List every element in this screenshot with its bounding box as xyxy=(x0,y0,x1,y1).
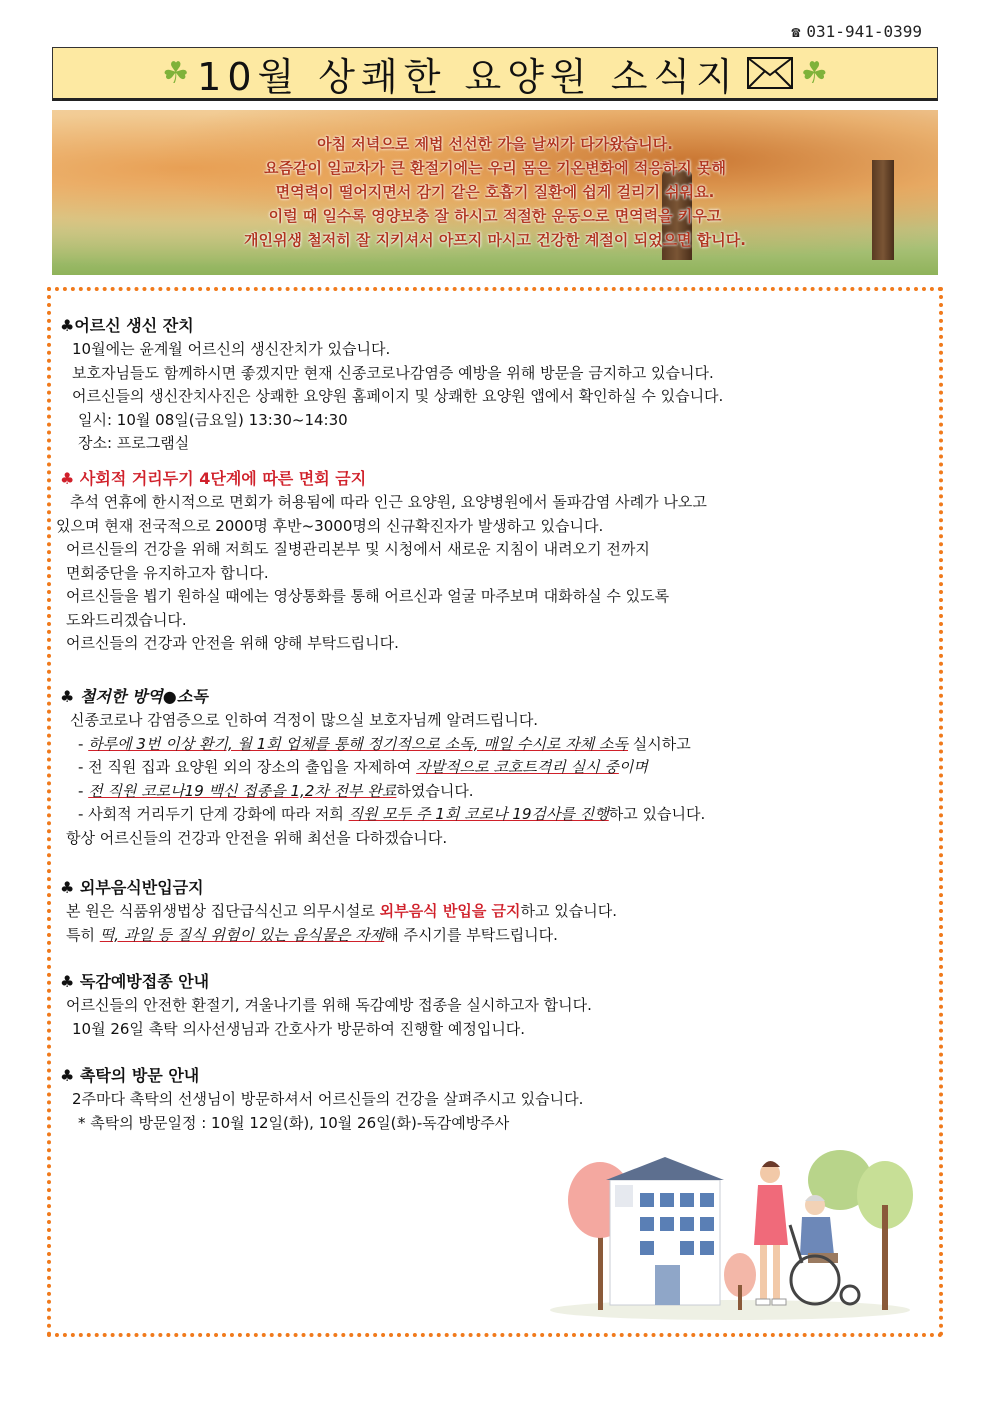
section-quarantine xyxy=(60,685,935,850)
paragraph-line: 어르신들을 뵙기 원하실 때에는 영상통화를 통해 어르신과 얼굴 마주보며 대화하실 수 있도록 xyxy=(66,587,670,605)
paragraph-line: 항상 어르신들의 건강과 안전을 위해 최선을 다하겠습니다. xyxy=(66,828,448,847)
banner-text xyxy=(52,132,938,252)
bullet-dash: - xyxy=(78,781,89,800)
care-home-illustration xyxy=(540,1145,915,1320)
title-bar xyxy=(52,47,938,101)
paragraph-line: 어르신들의 건강을 위해 저희도 질병관리본부 및 시청에서 새로운 지침이 내려오기 전까지 xyxy=(66,540,650,558)
phone-text: 031-941-0399 xyxy=(806,22,922,41)
phone-number xyxy=(791,22,922,41)
page-title: 10월 상쾌한 요양원 소식지 xyxy=(197,54,739,99)
paragraph-line: 도와드리겠습니다. xyxy=(66,610,187,629)
bullet-text: - 사회적 거리두기 단계 강화에 따라 저희 xyxy=(78,805,349,823)
section-flu xyxy=(60,970,935,1041)
bullet-line xyxy=(60,803,935,827)
banner-line: 면역력이 떨어지면서 감기 같은 호흡기 질환에 쉽게 걸리기 쉬워요. xyxy=(275,183,715,201)
section-heading: ♣어르신 생신 잔치 xyxy=(60,316,194,335)
paragraph-line: 추석 연휴에 한시적으로 면회가 허용됨에 따라 인근 요양원, 요양병원에서 돌파감염 사례가 나오고 xyxy=(70,493,707,511)
clover-icon: ☘ xyxy=(800,55,828,91)
paragraph-line: 면회중단을 유지하고자 합니다. xyxy=(66,563,269,582)
bullet-text: 실시하고 xyxy=(628,734,691,753)
paragraph-line: 신종코로나 감염증으로 인하여 걱정이 많으실 보호자님께 알려드립니다. xyxy=(70,711,539,729)
text-span: 특히 xyxy=(66,925,100,944)
paragraph-line xyxy=(60,900,935,924)
highlight-text: 외부음식 반입을 금지 xyxy=(379,902,521,920)
clover-icon: ☘ xyxy=(162,55,190,91)
bullet-text: - 전 직원 집과 요양원 외의 장소의 출입을 자제하여 xyxy=(78,758,417,776)
bullet-dash: - xyxy=(78,734,89,753)
paragraph-line: 어르신들의 생신잔치사진은 상쾌한 요양원 홈페이지 및 상쾌한 요양원 앱에서 확인하실 수 있습니다. xyxy=(72,387,724,405)
paragraph-line: 2주마다 촉탁의 선생님이 방문하셔서 어르신들의 건강을 살펴주시고 있습니다. xyxy=(72,1090,584,1108)
banner-line: 개인위생 철저히 잘 지키셔서 아프지 마시고 건강한 계절이 되었으면 합니다. xyxy=(244,231,746,249)
paragraph-line: 있으며 현재 전국적으로 2000명 후반~3000명의 신규확진자가 발생하고 있습니다. xyxy=(56,516,604,535)
event-place: 장소: 프로그램실 xyxy=(78,434,190,452)
section-birthday xyxy=(60,314,935,456)
autumn-banner xyxy=(52,110,938,275)
section-distancing xyxy=(56,467,935,656)
underlined-text: 전 직원 코로나19 백신 접종을 1,2차 전부 완료 xyxy=(88,781,397,800)
paragraph-line: * 촉탁의 방문일정 : 10월 12일(화), 10월 26일(화)-독감예방주사 xyxy=(78,1113,510,1132)
section-food xyxy=(60,876,935,947)
bullet-line xyxy=(60,780,935,804)
section-heading: ♣ 철저한 방역●소독 xyxy=(60,687,208,706)
paragraph-line: 보호자님들도 함께하시면 좋겠지만 현재 신종코로나감염증 예방을 위해 방문을 금지하고 있습니다. xyxy=(72,363,714,382)
underlined-text: 떡, 과일 등 질식 위험이 있는 음식물은 자제 xyxy=(99,925,385,944)
event-time: 일시: 10월 08일(금요일) 13:30~14:30 xyxy=(78,410,348,429)
paragraph-line: 10월 26일 촉탁 의사선생님과 간호사가 방문하여 진행할 예정입니다. xyxy=(72,1019,526,1038)
banner-line: 요즘같이 일교차가 큰 환절기에는 우리 몸은 기온변화에 적응하지 못해 xyxy=(264,159,726,177)
section-doctor xyxy=(60,1064,935,1135)
underlined-text: 직원 모두 주 1회 코로나 19검사를 진행 xyxy=(348,805,609,823)
paragraph-line: 어르신들의 건강과 안전을 위해 양해 부탁드립니다. xyxy=(66,634,399,652)
envelope-icon xyxy=(747,57,793,89)
bullet-line xyxy=(60,756,935,780)
section-heading: ♣ 독감예방접종 안내 xyxy=(60,972,210,991)
text-span: 본 원은 식품위생법상 집단급식신고 의무시설로 xyxy=(66,902,380,920)
section-heading: ♣ 외부음식반입금지 xyxy=(60,878,204,897)
section-heading: ♣ 사회적 거리두기 4단계에 따른 면회 금지 xyxy=(60,469,367,488)
section-heading: ♣ 촉탁의 방문 안내 xyxy=(60,1066,200,1085)
underlined-text: 자발적으로 코호트격리 실시 중 xyxy=(416,758,619,776)
text-span: 해 주시기를 부탁드립니다. xyxy=(384,925,558,944)
banner-line: 아침 저녁으로 제법 선선한 가을 날씨가 다가왔습니다. xyxy=(317,135,673,153)
telephone-icon: ☎ xyxy=(791,23,801,41)
banner-line: 이럴 때 일수록 영양보충 잘 하시고 적절한 운동으로 면역력을 키우고 xyxy=(268,207,722,225)
underlined-text: 하루에 3번 이상 환기, 월 1회 업체를 통해 정기적으로 소독, 매일 수시로 자체 소독 xyxy=(88,734,628,753)
text-span: 하고 있습니다. xyxy=(520,902,617,920)
paragraph-line xyxy=(60,924,935,948)
paragraph-line: 10월에는 윤계월 어르신의 생신잔치가 있습니다. xyxy=(72,340,391,358)
bullet-text: 하고 있습니다. xyxy=(608,805,706,823)
bullet-text: 하였습니다. xyxy=(396,781,474,800)
bullet-text: 이며 xyxy=(618,758,648,776)
bullet-line xyxy=(60,733,935,757)
paragraph-line: 어르신들의 안전한 환절기, 겨울나기를 위해 독감예방 접종을 실시하고자 합니다. xyxy=(66,996,592,1014)
